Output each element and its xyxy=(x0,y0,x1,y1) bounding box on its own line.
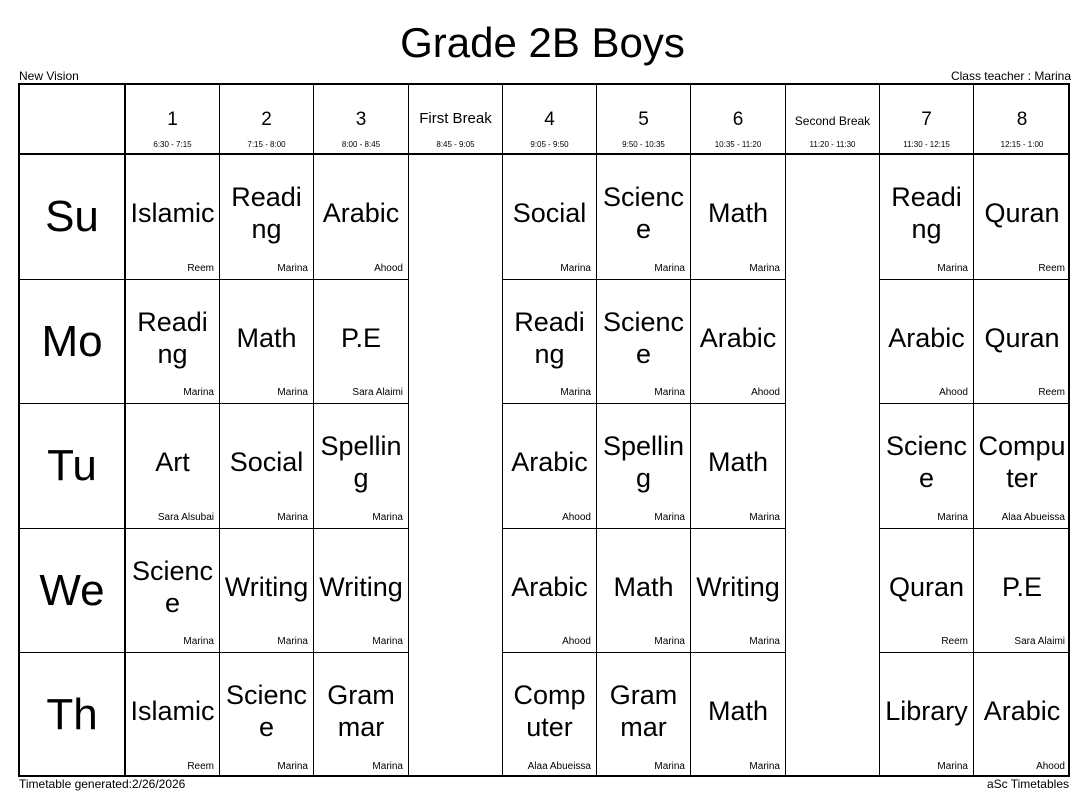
period-number: 4 xyxy=(544,109,555,130)
subject-name: Math xyxy=(707,447,769,477)
subject-name: Art xyxy=(155,447,190,477)
teacher-name: Reem xyxy=(1038,263,1065,274)
period-time: 8:00 - 8:45 xyxy=(341,140,381,149)
teacher-name: Ahood xyxy=(374,263,403,274)
teacher-name: Marina xyxy=(749,512,780,523)
teacher-name: Marina xyxy=(749,636,780,647)
subject-name: Arabic xyxy=(322,198,400,228)
teacher-name: Marina xyxy=(654,761,685,772)
teacher-name: Sara Alaimi xyxy=(1014,636,1065,647)
period-header xyxy=(409,85,503,155)
teacher-name: Reem xyxy=(187,761,214,772)
lesson-cell xyxy=(503,280,597,404)
subject-name: Spelling xyxy=(602,431,685,493)
lesson-cell xyxy=(974,280,1070,404)
teacher-name: Marina xyxy=(560,263,591,274)
period-number: 5 xyxy=(638,109,649,130)
period-header xyxy=(220,85,314,155)
lesson-cell xyxy=(314,529,409,653)
lesson-cell xyxy=(691,529,786,653)
subject-name: Arabic xyxy=(699,322,777,353)
subject-name: Grammar xyxy=(609,680,678,742)
period-header xyxy=(786,85,880,155)
period-time: 9:50 - 10:35 xyxy=(622,140,665,149)
lesson-cell xyxy=(974,155,1070,280)
subject-name: Social xyxy=(512,198,587,228)
period-header xyxy=(314,85,409,155)
lesson-cell xyxy=(503,155,597,280)
subject-name: Quran xyxy=(888,571,965,602)
subject-name: Quran xyxy=(984,198,1060,228)
lesson-cell xyxy=(974,653,1070,777)
subject-name: P.E xyxy=(340,322,382,353)
day-label: Tu xyxy=(20,404,126,529)
teacher-name: Marina xyxy=(277,761,308,772)
period-header xyxy=(691,85,786,155)
period-time: 6:30 - 7:15 xyxy=(153,140,192,149)
break-label: Second Break xyxy=(794,114,871,128)
lesson-cell xyxy=(503,529,597,653)
period-header xyxy=(880,85,974,155)
teacher-name: Marina xyxy=(372,761,403,772)
period-time: 10:35 - 11:20 xyxy=(714,140,762,149)
subject-name: Islamic xyxy=(130,696,215,726)
teacher-name: Ahood xyxy=(751,387,780,398)
lesson-cell xyxy=(126,404,220,529)
teacher-name: Ahood xyxy=(562,512,591,523)
teacher-name: Sara Alaimi xyxy=(352,387,403,398)
teacher-name: Marina xyxy=(183,636,214,647)
corner-cell xyxy=(20,85,126,155)
period-time: 11:20 - 11:30 xyxy=(809,140,856,149)
subject-name: Reading xyxy=(137,306,208,369)
teacher-name: Marina xyxy=(183,387,214,398)
subject-name: Social xyxy=(229,447,304,477)
subject-name: Computer xyxy=(513,680,586,742)
subject-name: Grammar xyxy=(327,680,395,742)
lesson-cell xyxy=(503,404,597,529)
subject-name: Writing xyxy=(224,571,309,602)
teacher-name: Marina xyxy=(654,387,685,398)
subject-name: Science xyxy=(225,680,308,742)
teacher-name: Marina xyxy=(277,387,308,398)
timetable-grid xyxy=(18,83,1070,777)
lesson-cell xyxy=(691,653,786,777)
teacher-name: Marina xyxy=(749,263,780,274)
lesson-cell xyxy=(126,280,220,404)
lesson-cell xyxy=(691,280,786,404)
subject-name: Reading xyxy=(891,182,962,244)
teacher-name: Alaa Abueissa xyxy=(1001,512,1065,523)
lesson-cell xyxy=(220,529,314,653)
teacher-name: Alaa Abueissa xyxy=(527,761,591,772)
subject-name: Arabic xyxy=(983,696,1061,726)
teacher-name: Marina xyxy=(277,636,308,647)
lesson-cell xyxy=(691,155,786,280)
teacher-name: Marina xyxy=(654,512,685,523)
day-label: We xyxy=(20,529,126,653)
period-time: 8:45 - 9:05 xyxy=(436,140,475,149)
teacher-name: Marina xyxy=(372,512,403,523)
day-label: Mo xyxy=(20,280,126,404)
subject-name: Arabic xyxy=(888,322,965,353)
lesson-cell xyxy=(880,404,974,529)
subject-name: Reading xyxy=(514,306,585,369)
subject-name: Library xyxy=(885,696,968,726)
subject-name: Reading xyxy=(231,182,302,244)
teacher-name: Marina xyxy=(560,387,591,398)
teacher-name: Marina xyxy=(749,761,780,772)
teacher-name: Marina xyxy=(937,512,968,523)
subject-name: Writing xyxy=(319,571,403,602)
period-header xyxy=(597,85,691,155)
period-time: 12:15 - 1:00 xyxy=(1000,140,1044,149)
teacher-name: Marina xyxy=(277,263,308,274)
subject-name: Writing xyxy=(696,571,780,602)
period-number: 2 xyxy=(261,109,272,130)
subject-name: Math xyxy=(613,571,674,602)
lesson-cell xyxy=(597,404,691,529)
subject-name: Quran xyxy=(984,322,1060,353)
lesson-cell xyxy=(880,155,974,280)
subject-name: Science xyxy=(602,182,685,244)
break-column xyxy=(409,155,503,777)
subject-name: Math xyxy=(707,696,769,726)
teacher-name: Reem xyxy=(941,636,968,647)
teacher-name: Ahood xyxy=(939,387,968,398)
teacher-name: Marina xyxy=(937,761,968,772)
teacher-name: Marina xyxy=(654,636,685,647)
lesson-cell xyxy=(126,653,220,777)
lesson-cell xyxy=(126,155,220,280)
class-teacher: Class teacher : Marina xyxy=(950,69,1071,83)
teacher-name: Ahood xyxy=(1036,761,1065,772)
school-name: New Vision xyxy=(19,69,79,83)
period-time: 9:05 - 9:50 xyxy=(530,140,569,149)
period-time: 7:15 - 8:00 xyxy=(247,140,286,149)
lesson-cell xyxy=(220,653,314,777)
period-time: 11:30 - 12:15 xyxy=(903,140,950,149)
subject-name: P.E xyxy=(1001,571,1043,602)
subject-name: Science xyxy=(602,306,685,369)
lesson-cell xyxy=(597,529,691,653)
subject-name: Math xyxy=(236,322,297,353)
period-header xyxy=(126,85,220,155)
subject-name: Islamic xyxy=(130,198,215,228)
lesson-cell xyxy=(314,280,409,404)
subject-name: Science xyxy=(885,431,968,493)
teacher-name: Marina xyxy=(937,263,968,274)
lesson-cell xyxy=(691,404,786,529)
subject-name: Math xyxy=(707,198,769,228)
subject-name: Arabic xyxy=(511,447,588,477)
lesson-cell xyxy=(880,653,974,777)
break-column xyxy=(786,155,880,777)
teacher-name: Marina xyxy=(277,512,308,523)
teacher-name: Marina xyxy=(654,263,685,274)
lesson-cell xyxy=(597,155,691,280)
lesson-cell xyxy=(126,529,220,653)
period-number: 8 xyxy=(1016,109,1028,130)
break-label: First Break xyxy=(419,110,492,127)
lesson-cell xyxy=(314,155,409,280)
day-label: Th xyxy=(20,653,126,777)
page-title: Grade 2B Boys xyxy=(400,19,685,66)
period-number: 3 xyxy=(355,109,367,130)
teacher-name: Reem xyxy=(1038,387,1065,398)
teacher-name: Sara Alsubai xyxy=(157,512,214,523)
lesson-cell xyxy=(974,404,1070,529)
lesson-cell xyxy=(220,155,314,280)
lesson-cell xyxy=(880,529,974,653)
subject-name: Arabic xyxy=(511,571,588,602)
day-label: Su xyxy=(20,155,126,280)
lesson-cell xyxy=(503,653,597,777)
period-header xyxy=(974,85,1070,155)
lesson-cell xyxy=(880,280,974,404)
subject-name: Spelling xyxy=(320,431,402,493)
lesson-cell xyxy=(597,653,691,777)
generator-credit: aSc Timetables xyxy=(986,777,1069,791)
lesson-cell xyxy=(597,280,691,404)
subject-name: Computer xyxy=(978,431,1066,493)
period-number: 7 xyxy=(921,109,932,130)
teacher-name: Reem xyxy=(187,263,214,274)
generated-date: Timetable generated:2/26/2026 xyxy=(19,777,186,791)
teacher-name: Marina xyxy=(372,636,403,647)
period-number: 1 xyxy=(167,109,178,130)
subject-name: Science xyxy=(131,555,214,618)
period-header xyxy=(503,85,597,155)
lesson-cell xyxy=(220,404,314,529)
lesson-cell xyxy=(974,529,1070,653)
lesson-cell xyxy=(314,404,409,529)
teacher-name: Ahood xyxy=(562,636,591,647)
lesson-cell xyxy=(220,280,314,404)
lesson-cell xyxy=(314,653,409,777)
period-number: 6 xyxy=(732,109,744,130)
